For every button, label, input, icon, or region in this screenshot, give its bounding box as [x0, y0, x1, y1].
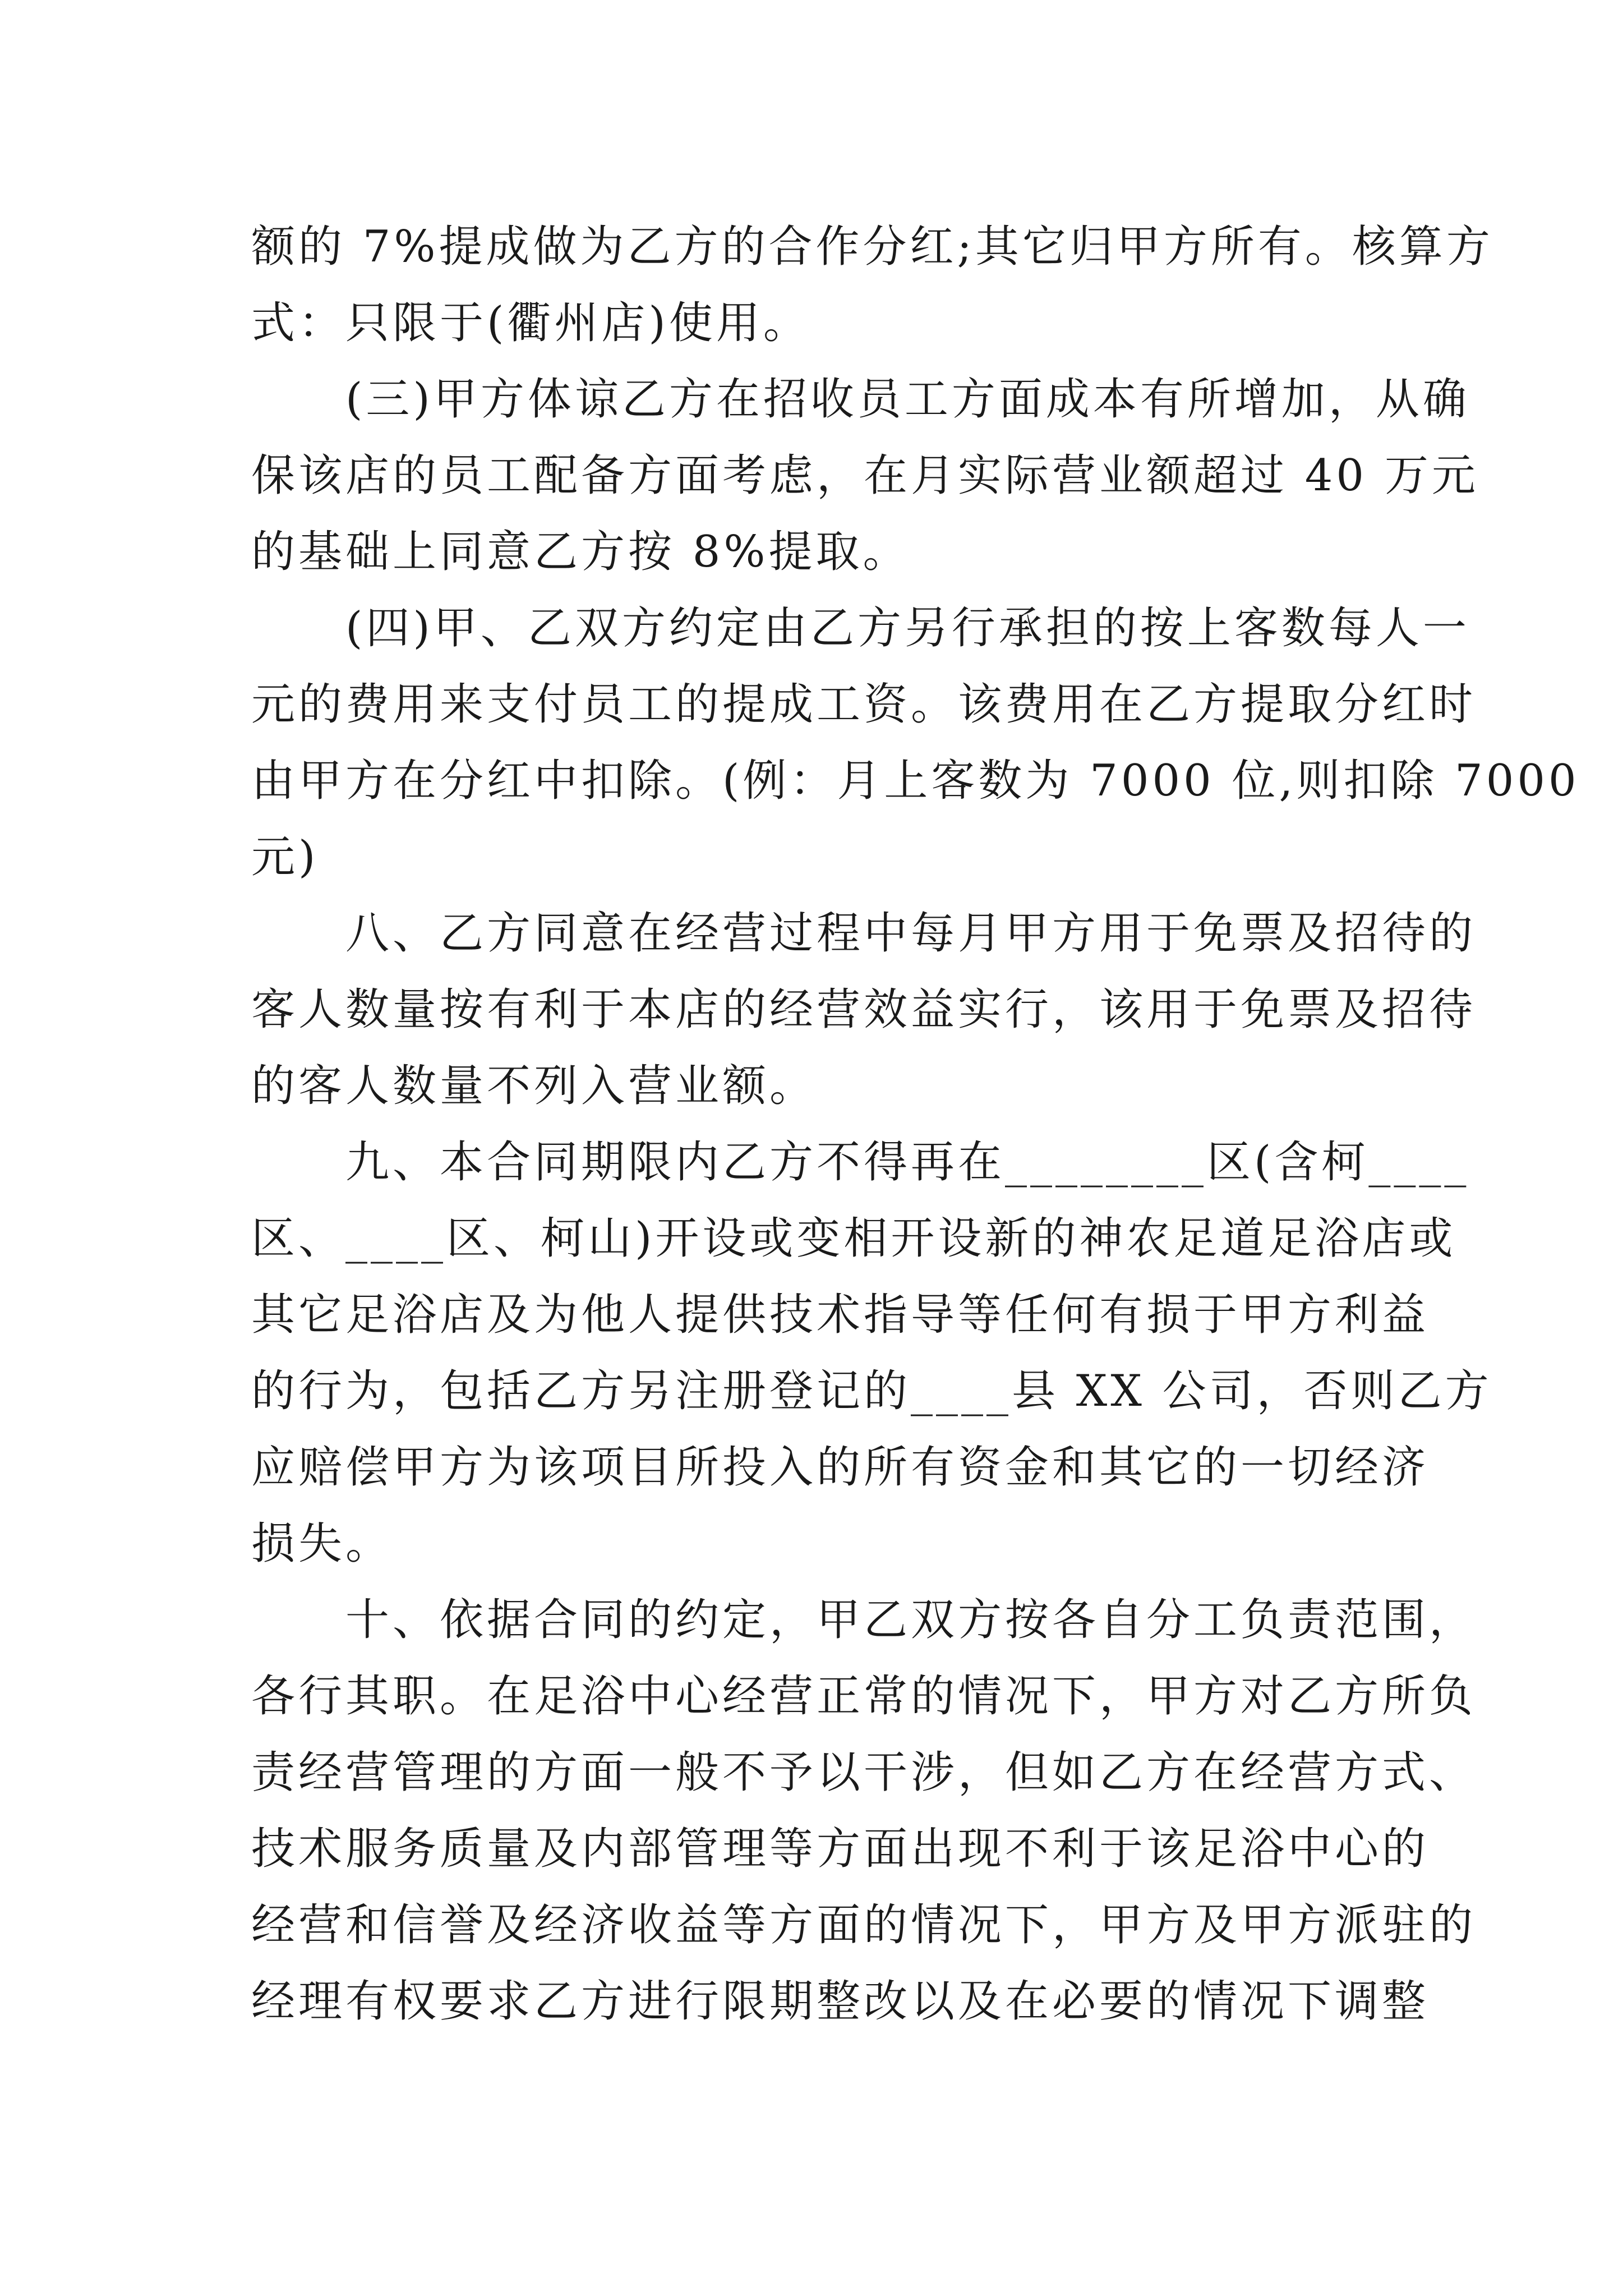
- text-line: 责经营管理的方面一般不予以干涉，但如乙方在经营方式、: [251, 1747, 1477, 1798]
- text-line: (四)甲、乙双方约定由乙方另行承担的按上客数每人一: [345, 603, 1470, 654]
- text-line: 应赔偿甲方为该项目所投入的所有资金和其它的一切经济: [251, 1442, 1430, 1493]
- text-line: (三)甲方体谅乙方在招收员工方面成本有所增加，从确: [345, 374, 1470, 425]
- text-line: 十、依据合同的约定，甲乙双方按各自分工负责范围，: [345, 1595, 1477, 1645]
- paragraph-continued: [251, 209, 1493, 361]
- text-line: 保该店的员工配备方面考虑，在月实际营业额超过 40 万元: [251, 450, 1479, 501]
- text-line: 的客人数量不列入营业额。: [251, 1061, 817, 1111]
- text-line: 客人数量按有利于本店的经营效益实行，该用于免票及招待: [251, 984, 1477, 1035]
- paragraph-clause-9: [251, 1124, 1492, 1582]
- text-line: 区、____区、柯山)开设或变相开设新的神农足道足浴店或: [251, 1213, 1456, 1264]
- text-line: 的行为，包括乙方另注册登记的____县 XX 公司，否则乙方: [251, 1366, 1492, 1416]
- text-line: 八、乙方同意在经营过程中每月甲方用于免票及招待的: [345, 908, 1477, 959]
- text-line: 经理有权要求乙方进行限期整改以及在必要的情况下调整: [251, 1976, 1430, 2027]
- text-line: 九、本合同期限内乙方不得再在________区(含柯____: [345, 1137, 1470, 1188]
- text-line: 元的费用来支付员工的提成工资。该费用在乙方提取分红时: [251, 679, 1477, 730]
- paragraph-clause-8: [251, 895, 1477, 1124]
- text-line: 的基础上同意乙方按 8%提取。: [251, 527, 910, 577]
- paragraph-clause-10: [251, 1582, 1477, 2040]
- paragraph-item-3: [251, 361, 1479, 590]
- text-line: 额的 7%提成做为乙方的合作分红;其它归甲方所有。核算方: [251, 222, 1493, 272]
- text-line: 损失。: [251, 1519, 393, 1569]
- text-line: 技术服务质量及内部管理等方面出现不利于该足浴中心的: [251, 1824, 1430, 1874]
- text-line: 其它足浴店及为他人提供技术指导等任何有损于甲方利益: [251, 1290, 1430, 1340]
- paragraph-item-4: [251, 590, 1580, 895]
- text-line: 经营和信誉及经济收益等方面的情况下，甲方及甲方派驻的: [251, 1900, 1477, 1950]
- text-line: 各行其职。在足浴中心经营正常的情况下，甲方对乙方所负: [251, 1671, 1477, 1722]
- text-line: 由甲方在分红中扣除。(例：月上客数为 7000 位,则扣除 7000: [251, 756, 1580, 806]
- text-line: 式：只限于(衢州店)使用。: [251, 298, 810, 348]
- text-line: 元): [251, 832, 319, 882]
- document-body: [251, 209, 1580, 2040]
